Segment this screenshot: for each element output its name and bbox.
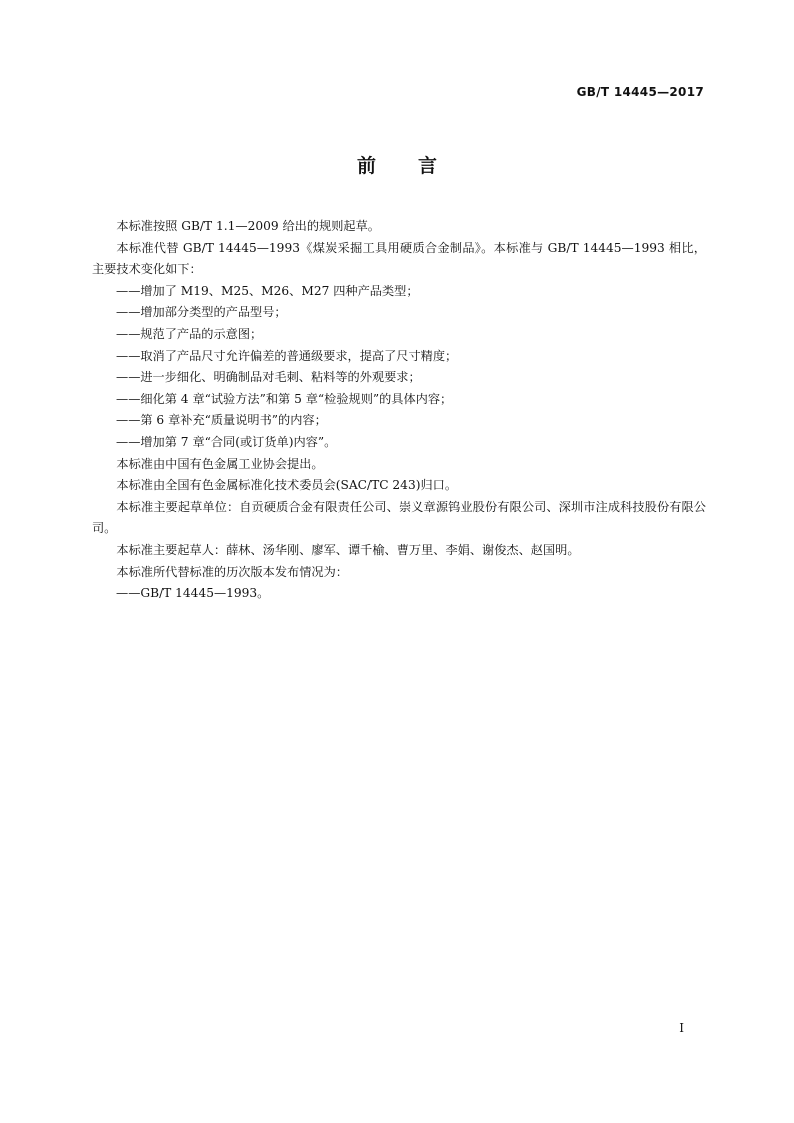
list-item: ——取消了产品尺寸允许偏差的普通级要求，提高了尺寸精度；	[116, 348, 458, 363]
paragraph-drafters: 本标准主要起草人：薛林、汤华刚、廖军、谭千榆、曹万里、李娟、谢俊杰、赵国明。	[116, 542, 580, 557]
list-item: ——第 6 章补充“质量说明书”的内容；	[116, 413, 327, 428]
paragraph-history: 本标准所代替标准的历次版本发布情况为：	[116, 564, 348, 579]
list-item: ——细化第 4 章“试验方法”和第 5 章“检验规则”的具体内容；	[116, 391, 453, 406]
paragraph-drafting-units: 本标准主要起草单位：自贡硬质合金有限责任公司、崇义章源钨业股份有限公司、深圳市注成科技股份有限公司。	[92, 499, 706, 536]
standard-code: GB/T 14445—2017	[576, 85, 704, 99]
paragraph-proposer: 本标准由中国有色金属工业协会提出。	[116, 456, 324, 471]
list-item: ——增加部分类型的产品型号；	[116, 305, 287, 320]
list-item: ——增加第 7 章“合同(或订货单)内容”。	[116, 434, 337, 449]
paragraph-replacement: 本标准代替 GB/T 14445—1993《煤炭采掘工具用硬质合金制品》。本标准与 GB/T 14445—1993 相比，主要技术变化如下：	[92, 240, 706, 277]
list-item: ——规范了产品的示意图；	[116, 326, 263, 341]
list-item: ——GB/T 14445—1993。	[116, 586, 270, 601]
document-body	[92, 216, 706, 605]
paragraph-drafting-rules: 本标准按照 GB/T 1.1—2009 给出的规则起草。	[116, 219, 380, 233]
paragraph-committee: 本标准由全国有色金属标准化技术委员会(SAC/TC 243)归口。	[116, 478, 458, 493]
list-item: ——进一步细化、明确制品对毛刺、粘料等的外观要求；	[116, 370, 421, 385]
page-title: 前言	[356, 155, 479, 177]
page-number: I	[679, 1021, 684, 1035]
list-item: ——增加了 M19、M25、M26、M27 四种产品类型；	[116, 283, 419, 298]
